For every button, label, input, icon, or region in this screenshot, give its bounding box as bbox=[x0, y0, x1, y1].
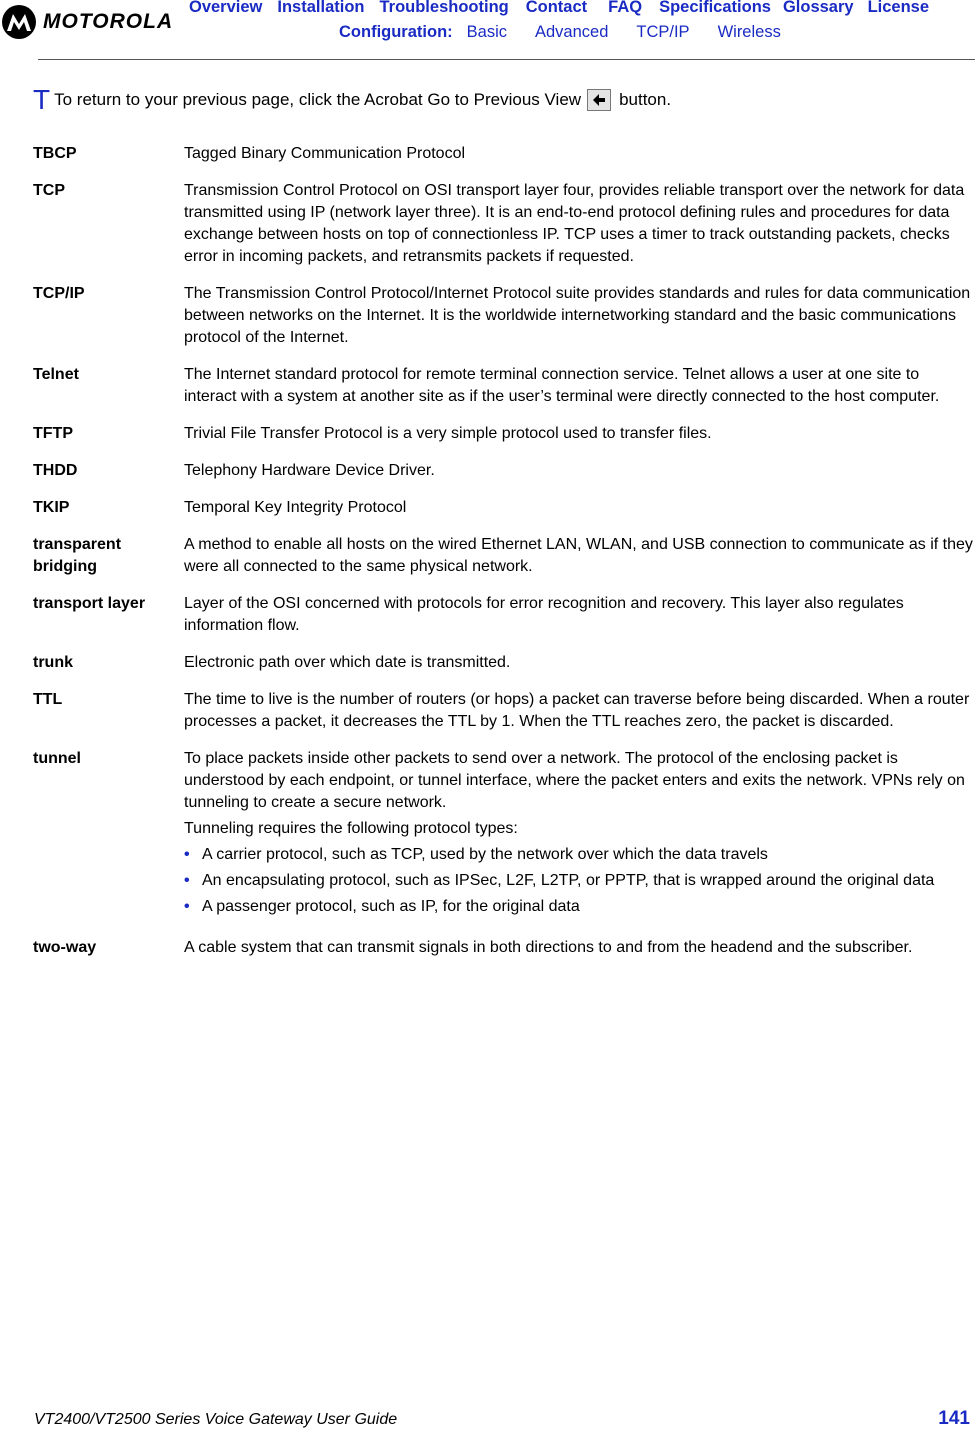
config-nav bbox=[339, 23, 809, 42]
glossary-term: tunnel bbox=[33, 750, 81, 767]
list-item: • A passenger protocol, such as IP, for the original data bbox=[184, 896, 975, 918]
intro-line bbox=[33, 86, 671, 114]
glossary-entry bbox=[33, 652, 975, 674]
glossary-entry bbox=[33, 593, 975, 637]
section-letter: T bbox=[33, 84, 51, 115]
bullet-icon: • bbox=[184, 846, 190, 863]
top-nav bbox=[189, 0, 944, 17]
glossary-definition: A method to enable all hosts on the wired Ethernet LAN, WLAN, and USB connection to communicate as if they were all connected to the same physical network. bbox=[184, 536, 973, 575]
nav-overview[interactable]: Overview bbox=[189, 0, 263, 16]
nav-glossary[interactable]: Glossary bbox=[782, 0, 854, 16]
nav-contact[interactable]: Contact bbox=[525, 0, 588, 16]
list-item: • A carrier protocol, such as TCP, used by the network over which the data travels bbox=[184, 844, 975, 866]
nav-faq[interactable]: FAQ bbox=[608, 0, 643, 16]
back-arrow-icon bbox=[588, 90, 610, 110]
glossary-definition: To place packets inside other packets to send over a network. The protocol of the enclosing packet is understood by each endpoint, or tunnel interface, where the packet enters and exits the network. VPNs rely on tunneling to create a secure network. Tunneling requires the following protocol types: • A carrier protocol, such as TCP, used by the network over which the data travels • An encapsulating protocol, such as IPSec, L2F, L2TP, or PPTP, that is wrapped around the original data • A passenger protocol, such as IP, for the original data bbox=[184, 748, 975, 922]
glossary-term: transport layer bbox=[33, 595, 146, 612]
glossary-term: trunk bbox=[33, 654, 73, 671]
glossary-definition: Trivial File Transfer Protocol is a very simple protocol used to transfer files. bbox=[184, 425, 712, 442]
glossary-list bbox=[33, 143, 975, 974]
page-header bbox=[0, 0, 975, 62]
glossary-entry bbox=[33, 534, 975, 578]
list-item: • An encapsulating protocol, such as IPSec, L2F, L2TP, or PPTP, that is wrapped around the original data bbox=[184, 870, 975, 892]
nav-config-tcpip[interactable]: TCP/IP bbox=[636, 23, 690, 41]
bullet-icon: • bbox=[184, 872, 190, 889]
glossary-definition: Telephony Hardware Device Driver. bbox=[184, 462, 435, 479]
nav-installation[interactable]: Installation bbox=[277, 0, 365, 16]
glossary-entry bbox=[33, 689, 975, 733]
bullet-list bbox=[184, 844, 975, 918]
footer-title: VT2400/VT2500 Series Voice Gateway User Guide bbox=[34, 1411, 398, 1428]
page-number: 141 bbox=[938, 1408, 970, 1429]
header-divider bbox=[38, 59, 975, 60]
glossary-definition: A cable system that can transmit signals in both directions to and from the headend and the subscriber. bbox=[184, 939, 913, 956]
bullet-icon: • bbox=[184, 898, 190, 915]
glossary-definition: Temporal Key Integrity Protocol bbox=[184, 499, 407, 516]
glossary-entry bbox=[33, 180, 975, 268]
intro-text-end: button. bbox=[619, 90, 672, 109]
glossary-definition: The time to live is the number of routers (or hops) a packet can traverse before being discarded. When a router processes a packet, it decreases the TTL by 1. When the TTL reaches zero, the packet is discarded. bbox=[184, 691, 970, 730]
glossary-term: TCP/IP bbox=[33, 285, 85, 302]
nav-config-wireless[interactable]: Wireless bbox=[717, 23, 781, 41]
glossary-definition: Tagged Binary Communication Protocol bbox=[184, 145, 466, 162]
glossary-definition: The Transmission Control Protocol/Internet Protocol suite provides standards and rules for data communication between networks on the Internet. It is the worldwide internetworking standard and the basic communications protocol of the Internet. bbox=[184, 285, 971, 346]
glossary-term: TKIP bbox=[33, 499, 70, 516]
glossary-entry bbox=[33, 937, 975, 959]
nav-config-basic[interactable]: Basic bbox=[466, 23, 507, 41]
glossary-entry bbox=[33, 497, 975, 519]
nav-troubleshooting[interactable]: Troubleshooting bbox=[379, 0, 509, 16]
glossary-entry bbox=[33, 423, 975, 445]
glossary-entry bbox=[33, 748, 975, 922]
motorola-batwing-icon bbox=[2, 5, 36, 39]
nav-license[interactable]: License bbox=[867, 0, 930, 16]
glossary-definition: Electronic path over which date is transmitted. bbox=[184, 654, 511, 671]
glossary-entry bbox=[33, 143, 975, 165]
glossary-term: TFTP bbox=[33, 425, 73, 442]
glossary-term: two-way bbox=[33, 939, 97, 956]
glossary-term: Telnet bbox=[33, 366, 79, 383]
glossary-definition: Layer of the OSI concerned with protocols for error recognition and recovery. This layer also regulates information flow. bbox=[184, 595, 904, 634]
config-label: Configuration: bbox=[339, 23, 453, 41]
glossary-term: TCP bbox=[33, 182, 65, 199]
nav-config-advanced[interactable]: Advanced bbox=[535, 23, 609, 41]
nav-specifications[interactable]: Specifications bbox=[659, 0, 771, 16]
glossary-term: TBCP bbox=[33, 145, 77, 162]
intro-text: To return to your previous page, click the Acrobat Go to Previous View bbox=[54, 90, 582, 109]
glossary-definition: The Internet standard protocol for remote terminal connection service. Telnet allows a user at one site to interact with a system at another site as if the user’s terminal were directly connected to the host computer. bbox=[184, 366, 940, 405]
glossary-term: transparent bridging bbox=[33, 536, 122, 575]
glossary-entry bbox=[33, 460, 975, 482]
motorola-logo bbox=[2, 4, 173, 40]
glossary-entry bbox=[33, 283, 975, 349]
glossary-definition: Transmission Control Protocol on OSI transport layer four, provides reliable transport over the network for data transmitted using IP (network layer three). It is an end-to-end protocol defining rules and procedures for data exchange between hosts on top of connectionless IP. TCP uses a timer to track outstanding packets, checks error in incoming packets, and retransmits packets if requested. bbox=[184, 182, 965, 265]
brand-name: MOTOROLA bbox=[43, 10, 174, 33]
glossary-entry bbox=[33, 364, 975, 408]
glossary-term: THDD bbox=[33, 462, 78, 479]
glossary-term: TTL bbox=[33, 691, 63, 708]
previous-view-button[interactable] bbox=[587, 89, 611, 111]
